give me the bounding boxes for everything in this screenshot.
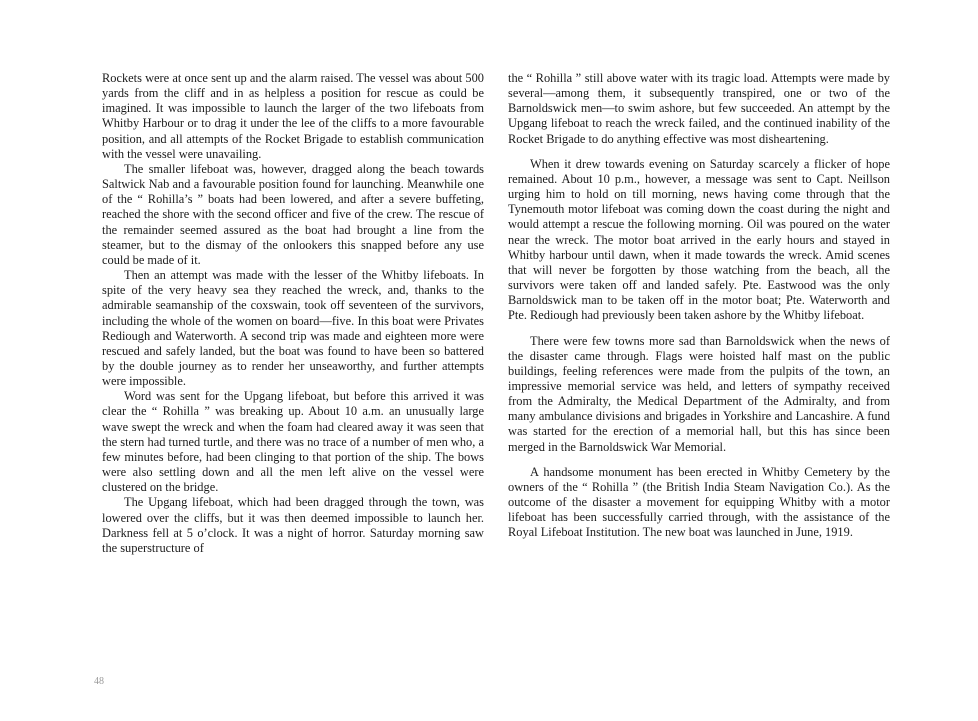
paragraph: The Upgang lifeboat, which had been dragged through the town, was lowered over the cliffs, but it was then deemed impossible to launch her. Darkness fell at 5 o’clock. It was a night of horror. Saturday morning saw the superstructure of [102,495,484,555]
right-column [508,71,890,541]
paragraph: When it drew towards evening on Saturday scarcely a flicker of hope remained. About 10 p.m., however, a message was sent to Capt. Neillson urging him to hold on till morning, news having come through that the Tynemouth motor lifeboat was coming down the coast during the night and would attempt a rescue the following morning. Oil was poured on the water near the wreck. The motor boat arrived in the early hours and stayed in Whitby harbour until dawn, when it made towards the wreck. Amid scenes that will never be forgotten by those watching from the beach, all the survivors were taken off and landed safely. Pte. Eastwood was the only Barnoldswick man to be taken off in the motor boat; Pte. Waterworth and Pte. Rediough had previously been taken ashore by the Whitby lifeboat. [508,156,890,323]
paragraph: the “ Rohilla ” still above water with its tragic load. Attempts were made by several—among them, it subsequently transpired, one or two of the Barnoldswick men—to swim ashore, but few succeeded. An attempt by the Upgang lifeboat to reach the wreck failed, and the continued inability of the Rocket Brigade to do anything effective was most disheartening. [508,71,890,146]
paragraph: Then an attempt was made with the lesser of the Whitby lifeboats. In spite of the very heavy sea they reached the wreck, and, thanks to the admirable seamanship of the coxswain, took off seventeen of the survivors, including the whole of the women on board—five. In this boat were Privates Rediough and Waterworth. A second trip was made and eighteen more were rescued and safely landed, but the boat was found to have been so battered by the double journey as to render her unseaworthy, and further attempts were impossible. [102,268,484,389]
paragraph: Word was sent for the Upgang lifeboat, but before this arrived it was clear the “ Rohilla ” was breaking up. About 10 a.m. an unusually large wave swept the wreck and when the foam had cleared away it was seen that the stern had turned turtle, and there was no trace of a number of men who, a few minutes before, had been clinging to that portion of the ship. The bows were also settling down and all the men left alive on the vessel were clustered on the bridge. [102,389,484,495]
paragraph: A handsome monument has been erected in Whitby Cemetery by the owners of the “ Rohilla ” (the British India Steam Navigation Co.). As the outcome of the disaster a movement for equipping Whitby with a motor lifeboat has been successfully carried through, with the assistance of the Royal Lifeboat Institution. The new boat was launched in June, 1919. [508,464,890,540]
page-number: 48 [94,676,104,687]
paragraph: The smaller lifeboat was, however, dragged along the beach towards Saltwick Nab and a favourable position found for launching. Meanwhile one of the “ Rohilla’s ” boats had been lowered, and after a severe buffeting, reached the shore with the second officer and five of the crew. The rescue of the remainder seemed assured as the boat had brought a line from the steamer, but to the dismay of the onlookers this snapped before any use could be made of it. [102,161,484,267]
paragraph: There were few towns more sad than Barnoldswick when the news of the disaster came through. Flags were hoisted half mast on the public buildings, feeling references were made from the pulpits of the town, an impressive memorial service was held, and letters of sympathy received from the Admiralty, the Medical Department of the Admiralty, and from many ambulance divisions and brigades in Yorkshire and Lancashire. A fund was started for the erection of a memorial hall, but this has since been merged in the Barnoldswick War Memorial. [508,333,890,454]
left-column [102,71,484,556]
paragraph: Rockets were at once sent up and the alarm raised. The vessel was about 500 yards from the cliff and in as helpless a position for rescue as could be imagined. It was impossible to launch the larger of the two lifeboats from Whitby Harbour or to drag it under the lee of the cliffs to a more favourable position, and all attempts of the Rocket Brigade to establish communication with the vessel were unavailing. [102,71,484,161]
